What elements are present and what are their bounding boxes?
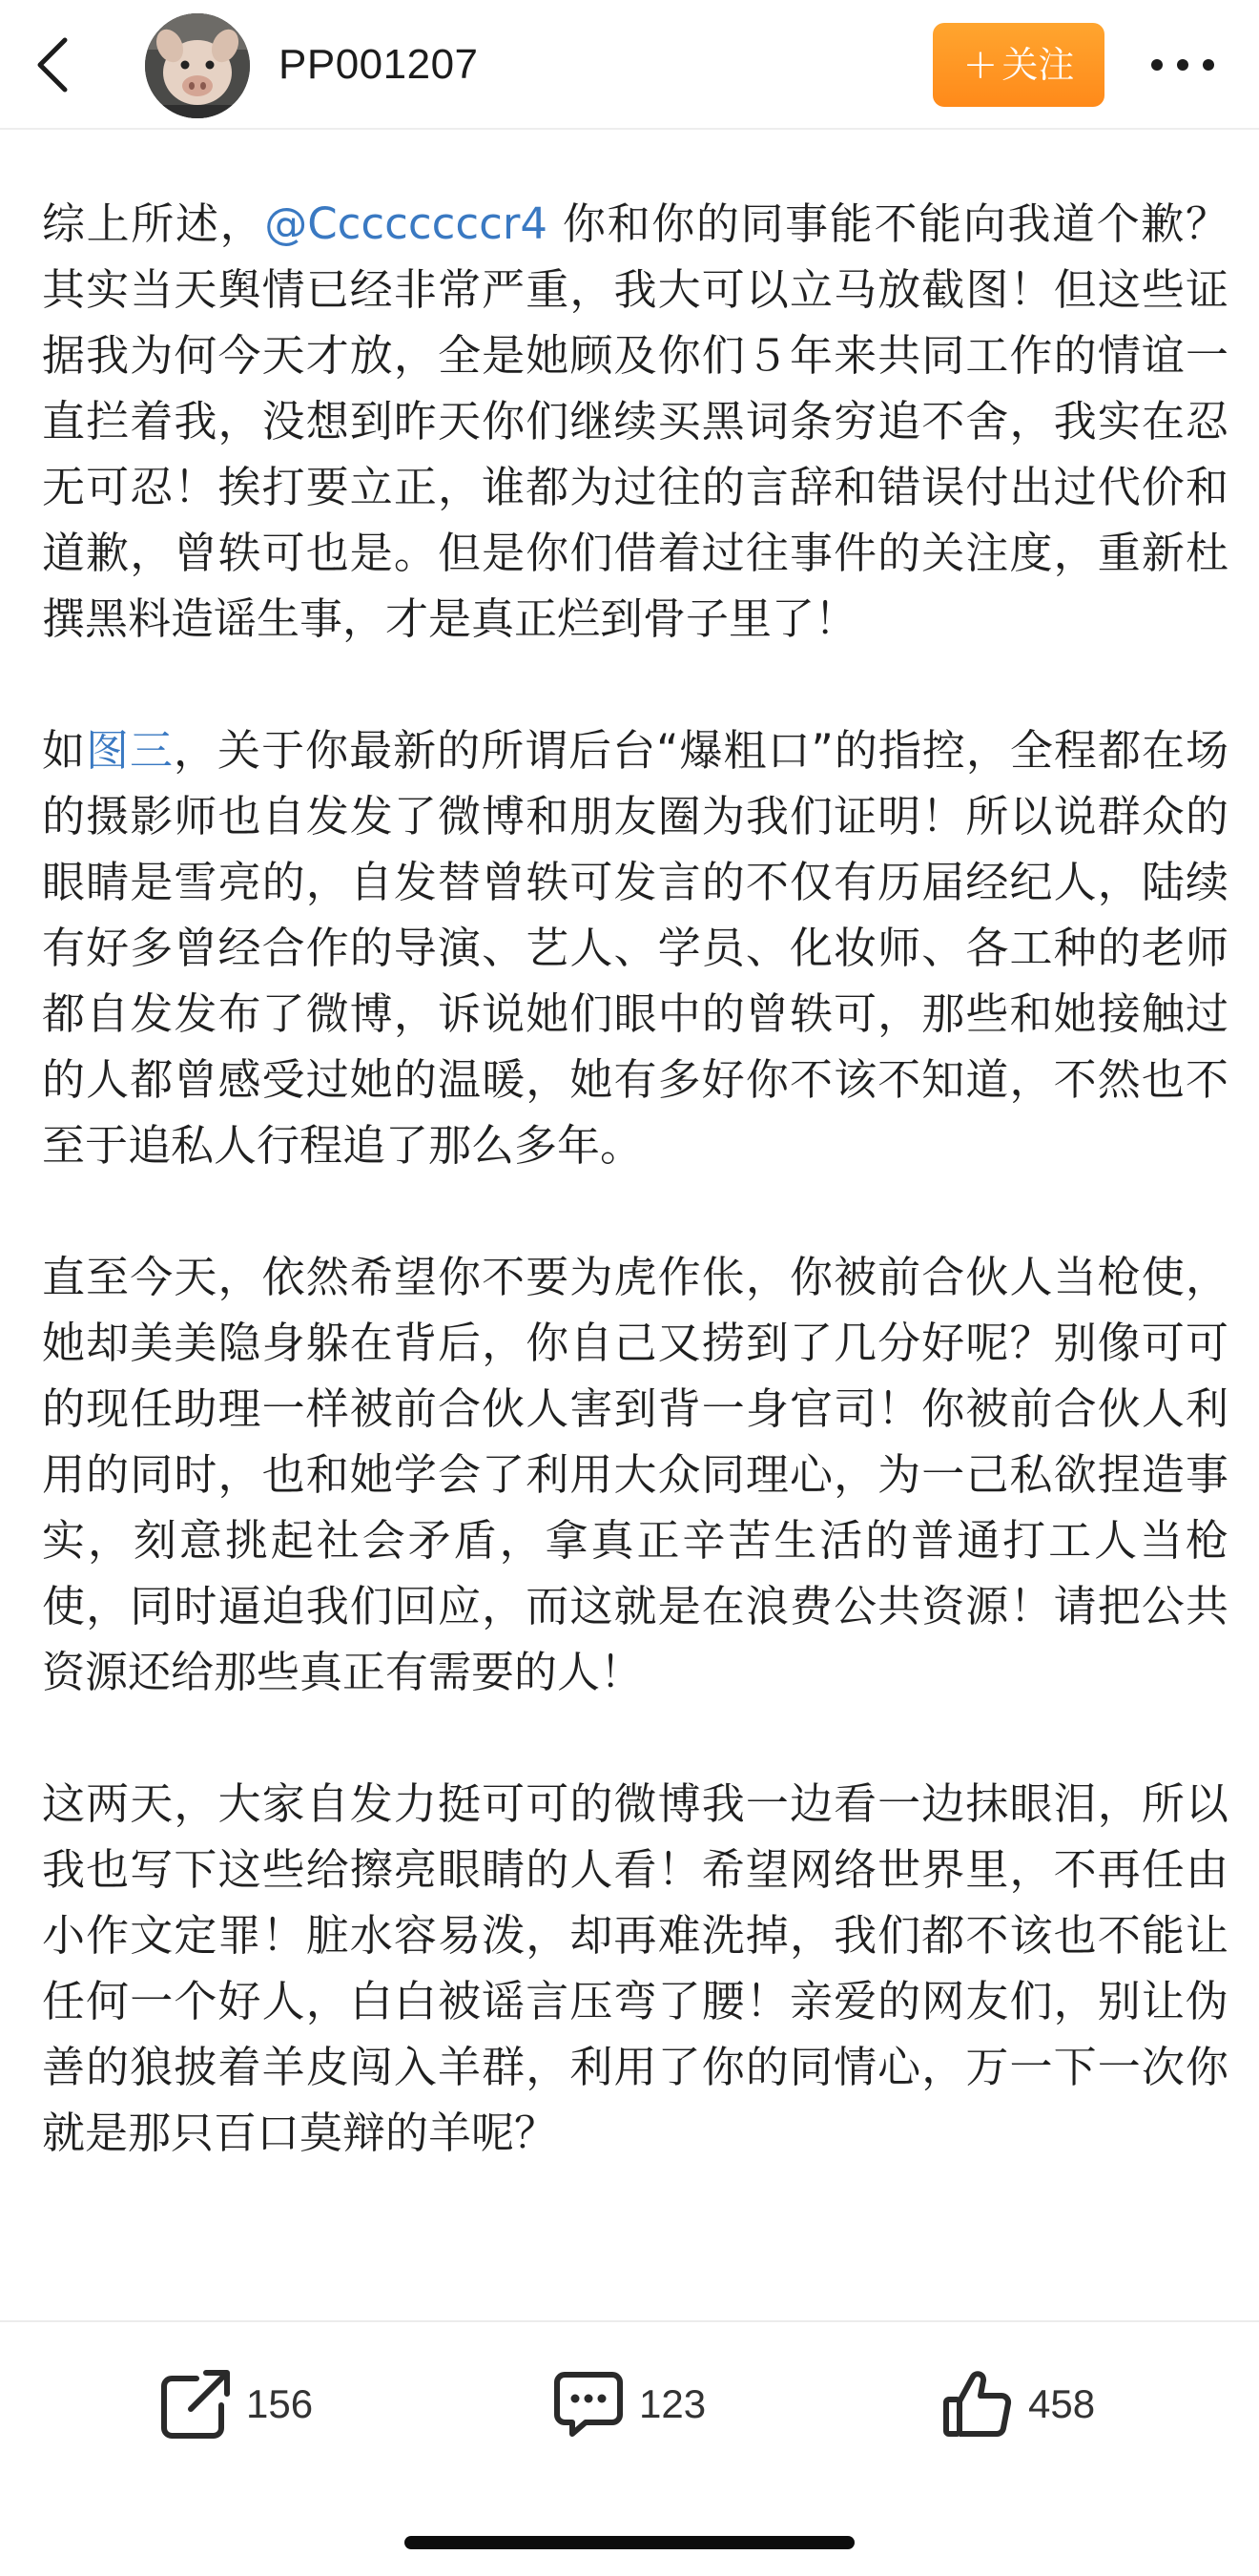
paragraph-text: 你和你的同事能不能向我道个歉？其实当天舆情已经非常严重，我大可以立马放截图！但这些证据我为何今天才放，全是她顾及你们５年来共同工作的情谊一直拦着我，没想到昨天你们继续买黑词条穷追不舍，我实在忍无可忍！挨打要立正，谁都为过往的言辞和错误付出过代价和道歉，曾轶可也是。但是你们借着过往事件的关注度，重新杜撰黑料造谣生事，才是真正烂到骨子里了！ (42, 198, 1228, 644)
plus-icon: + (962, 40, 999, 89)
post-paragraph-1 (42, 191, 1228, 652)
like-count: 458 (1028, 2381, 1096, 2426)
paragraph-text: 综上所述， (42, 198, 265, 249)
follow-button[interactable] (933, 23, 1104, 107)
thumbs-up-icon (940, 2367, 1015, 2441)
comment-button[interactable] (551, 2357, 706, 2452)
home-indicator[interactable] (404, 2536, 855, 2549)
username[interactable]: PP001207 (279, 41, 479, 88)
back-button[interactable] (27, 32, 76, 97)
share-button[interactable] (158, 2357, 313, 2452)
action-bar (0, 2357, 1259, 2452)
top-bar (0, 0, 1259, 130)
divider (0, 2320, 1259, 2322)
share-count: 156 (246, 2381, 314, 2426)
more-dots-icon (1149, 57, 1216, 73)
follow-label: 关注 (1001, 44, 1075, 86)
more-button[interactable] (1145, 38, 1221, 92)
like-button[interactable] (940, 2357, 1095, 2452)
comment-icon (551, 2367, 626, 2441)
pig-avatar-image (145, 13, 250, 118)
image-link[interactable]: 图三 (86, 725, 175, 776)
share-icon (158, 2367, 233, 2441)
post-paragraph-4: 这两天，大家自发力挺可可的微博我一边看一边抹眼泪，所以我也写下这些给擦亮眼睛的人看！希望网络世界里，不再任由小作文定罪！脏水容易泼，却再难洗掉，我们都不该也不能让任何一个好人，白白被谣言压弯了腰！亲爱的网友们，别让伪善的狼披着羊皮闯入羊群，利用了你的同情心，万一下一次你就是那只百口莫辩的羊呢？ (42, 1778, 1228, 2158)
paragraph-text: ，关于你最新的所谓后台“爆粗口”的指控，全程都在场的摄影师也自发发了微博和朋友圈为我们证明！所以说群众的眼睛是雪亮的，自发替曾轶可发言的不仅有历届经纪人，陆续有好多曾经合作的导演、艺人、学员、化妆师、各工种的老师都自发发布了微博，诉说她们眼中的曾轶可，那些和她接触过的人都曾感受过她的温暖，她有多好你不该不知道，不然也不至于追私人行程追了那么多年。 (42, 725, 1228, 1171)
paragraph-text: 如 (42, 725, 87, 776)
chevron-left-icon (32, 36, 71, 93)
avatar[interactable] (145, 13, 250, 118)
mention-link[interactable]: @Ccccccccr4 (264, 198, 547, 249)
post-body (42, 191, 1228, 2166)
post-paragraph-3: 直至今天，依然希望你不要为虎作伥，你被前合伙人当枪使，她却美美隐身躲在背后，你自己又捞到了几分好呢？别像可可的现任助理一样被前合伙人害到背一身官司！你被前合伙人利用的同时，也和她学会了利用大众同理心，为一己私欲捏造事实，刻意挑起社会矛盾，拿真正辛苦生活的普通打工人当枪使，同时逼迫我们回应，而这就是在浪费公共资源！请把公共资源还给那些真正有需要的人！ (42, 1252, 1228, 1697)
comment-count: 123 (639, 2381, 707, 2426)
post-paragraph-2 (42, 717, 1228, 1178)
